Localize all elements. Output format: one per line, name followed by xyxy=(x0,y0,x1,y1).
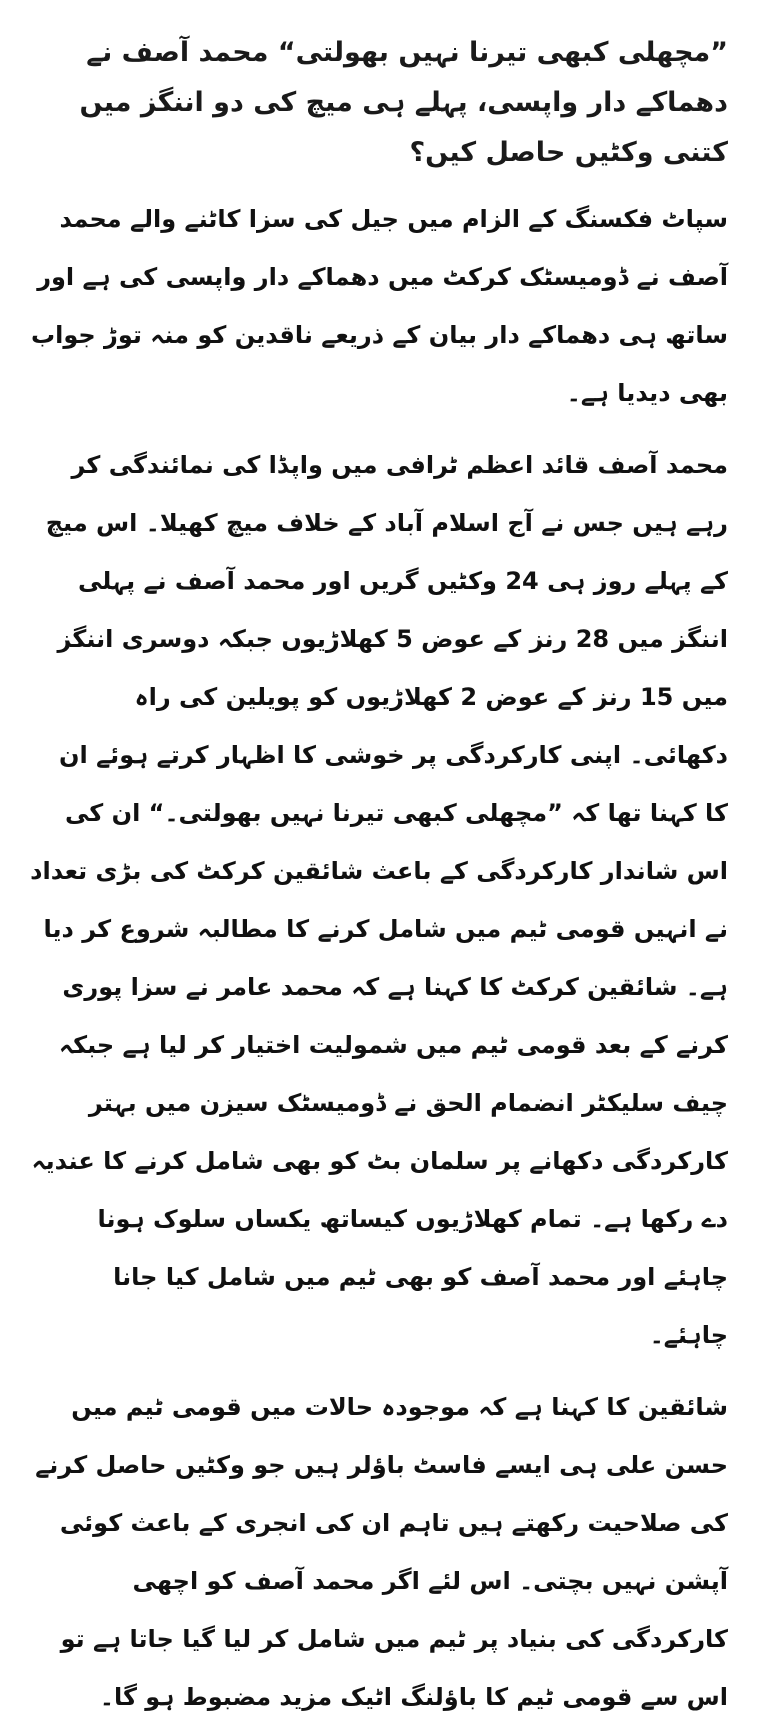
article-paragraph-2: محمد آصف قائد اعظم ٹرافی میں واپڈا کی نمائندگی کر رہے ہیں جس نے آج اسلام آباد کے خلاف میچ کھیلا۔ اس میچ کے پہلے روز ہی 24 وکٹیں گریں اور محمد آصف نے پہلی اننگز میں 28 رنز کے عوض 5 کھلاڑیوں جبکہ دوسری اننگز میں 15 رنز کے عوض 2 کھلاڑیوں کو پویلین کی راہ دکھائی۔ اپنی کارکردگی پر خوشی کا اظہار کرتے ہوئے ان کا کہنا تھا کہ ”مچھلی کبھی تیرنا نہیں بھولتی۔“ ان کی اس شاندار کارکردگی کے باعث شائقین کرکٹ کی بڑی تعداد نے انہیں قومی ٹیم میں شامل کرنے کا مطالبہ شروع کر دیا ہے۔ شائقین کرکٹ کا کہنا ہے کہ محمد عامر نے سزا پوری کرنے کے بعد قومی ٹیم میں شمولیت اختیار کر لیا ہے جبکہ چیف سلیکٹر انضمام الحق نے ڈومیسٹک سیزن میں بہتر کارکردگی دکھانے پر سلمان بٹ کو بھی شامل کرنے کا عندیہ دے رکھا ہے۔ تمام کھلاڑیوں کیساتھ یکساں سلوک ہونا چاہئے اور محمد آصف کو بھی ٹیم میں شامل کیا جانا چاہئے۔ xyxy=(30,451,728,1349)
article-paragraph-1: سپاٹ فکسنگ کے الزام میں جیل کی سزا کاٹنے والے محمد آصف نے ڈومیسٹک کرکٹ میں دھماکے دار واپسی کی ہے اور ساتھ ہی دھماکے دار بیان کے ذریعے ناقدین کو منہ توڑ جواب بھی دیدیا ہے۔ xyxy=(30,205,728,407)
article-headline: ”مچھلی کبھی تیرنا نہیں بھولتی“ محمد آصف نے دھماکے دار واپسی، پہلے ہی میچ کی دو اننگز میں کتنی وکٹیں حاصل کیں؟ xyxy=(79,37,728,168)
article-paragraph-3: شائقین کا کہنا ہے کہ موجودہ حالات میں قومی ٹیم میں حسن علی ہی ایسے فاسٹ باؤلر ہیں جو وکٹیں حاصل کرنے کی صلاحیت رکھتے ہیں تاہم ان کی انجری کے باعث کوئی آپشن نہیں بچتی۔ اس لئے اگر محمد آصف کو اچھی کارکردگی کی بنیاد پر ٹیم میں شامل کر لیا گیا جاتا ہے تو اس سے قومی ٹیم کا باؤلنگ اٹیک مزید مضبوط ہو گا۔ xyxy=(35,1393,728,1711)
